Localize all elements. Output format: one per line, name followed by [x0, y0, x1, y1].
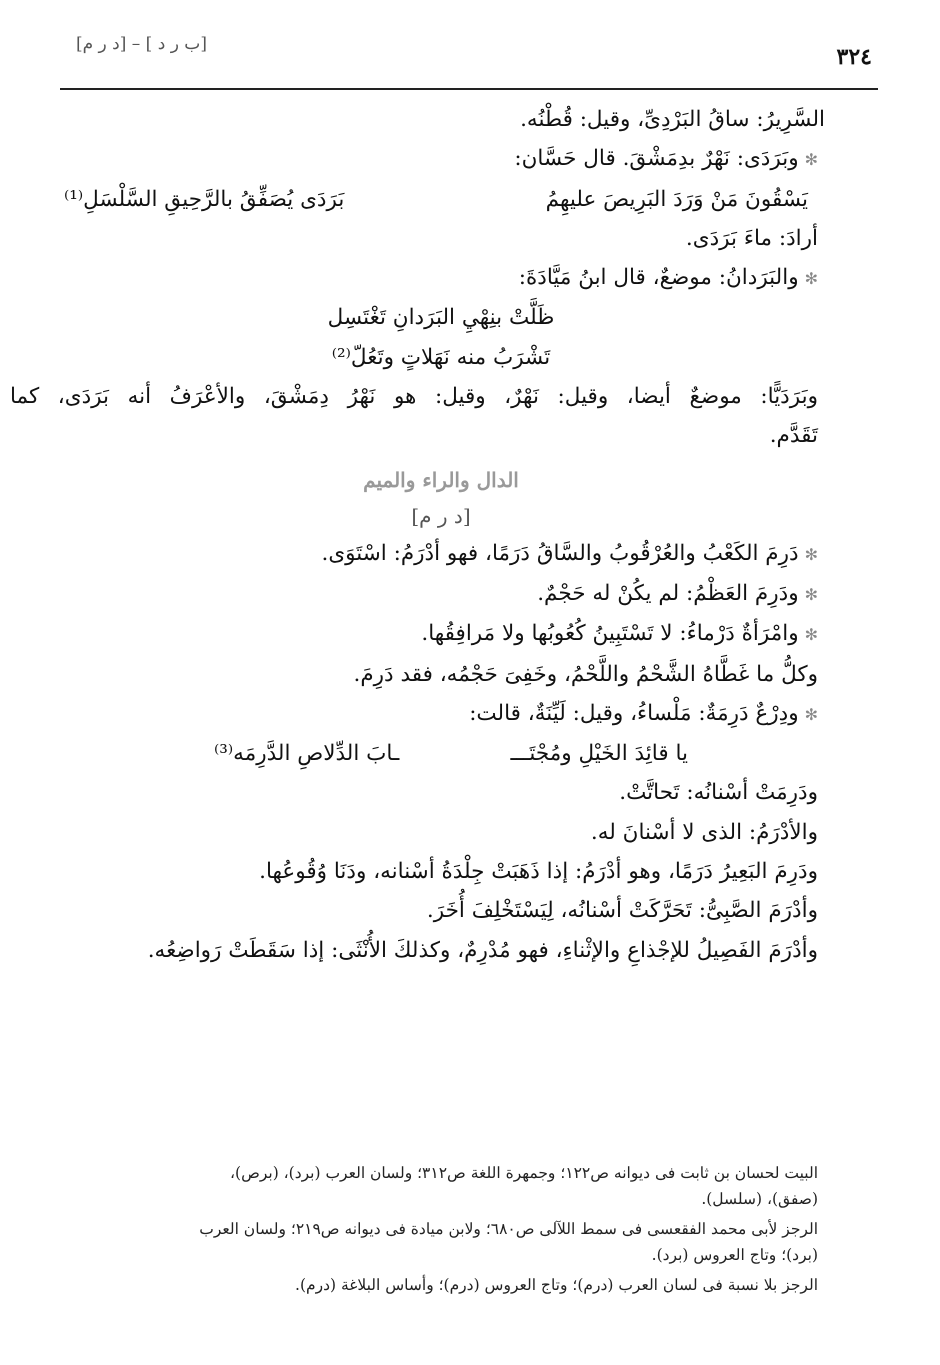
text-line: [64, 574, 818, 614]
footnote-3: [70, 1272, 818, 1298]
text-line: [64, 614, 818, 654]
entry-text: وامْرَأةٌ دَرْماءُ: لا تَسْتَبِينُ كُعُوبُها ولا مَرافِقُها.: [421, 621, 799, 647]
text-line: تَقَدَّم.: [769, 423, 818, 449]
rajaz-line: ظَلَّتْ بنِهْيِ البَرَدانِ تَغْتَسِل: [327, 305, 555, 331]
running-head: [ب ر د ] – [د ر م]: [76, 34, 207, 54]
text-line: [64, 534, 818, 574]
footnote-line: الرجز لأبى محمد الفقعسى فى سمط اللآلى ص٦٨٠؛ ولابن ميادة فى ديوانه ص٢١٩؛ ولسان العرب: [199, 1220, 818, 1238]
verse-second-hemistich: ـابَ الدِّلاصِ الدَّرِمَه⁽³⁾: [214, 741, 400, 767]
entry-text: دَرِمَ الكَعْبُ والعُرْقُوبُ والسَّاقُ دَرَمًا، فهو أدْرَمُ: اسْتَوَى.: [321, 540, 799, 566]
entry-text: والبَرَدانُ: موضعٌ، قال ابنُ مَيَّادَةَ:: [518, 265, 799, 291]
footnote-line: (برد)؛ وتاج العروس (برد).: [651, 1246, 818, 1264]
asterisk-marker-icon: ✻: [804, 150, 818, 170]
text-line: وأدْرَمَ الصَّبِىُّ: تَحَرَّكَتْ أسْنانُه، لِيَسْتَخْلِفَ أُخَرَ.: [426, 898, 818, 924]
entry-text: وبَرَدَى: نَهْرٌ بدِمَشْقَ. قال حَسَّان:: [514, 146, 799, 172]
asterisk-marker-icon: ✻: [804, 544, 818, 564]
section-title: الدال والراء والميم: [363, 467, 519, 492]
verse-first-hemistich: يَسْقُونَ مَنْ وَرَدَ البَرِيصَ عليهِمُ: [545, 186, 808, 212]
text-line: أرادَ: ماءَ بَرَدَى.: [685, 225, 818, 251]
entry-text: ودَرِمَ العَظْمُ: لم يكُنْ له حَجْمٌ.: [537, 580, 799, 606]
text-line: السَّرِيرُ: ساقُ البَرْدِىِّ، وقيل: قُطْنُه.: [520, 107, 825, 132]
rajaz-line: تَشْرَبُ منه نَهَلاتٍ وتَعُلّ⁽²⁾: [331, 344, 551, 370]
root-title: [د ر م]: [411, 503, 471, 528]
asterisk-marker-icon: ✻: [804, 584, 818, 604]
footnotes: [70, 1160, 818, 1298]
verse-first-hemistich: يا قائِدَ الخَيْلِ ومُجْتَـــ: [510, 741, 688, 767]
page-header: [60, 24, 880, 74]
text-line: والأدْرَمُ: الذى لا أسْنانَ له.: [590, 819, 818, 845]
page-number: ٣٢٤: [836, 44, 872, 70]
footnote-line: (صفق)، (سلسل).: [701, 1190, 818, 1208]
text-line: [64, 258, 818, 298]
footnote-2: [70, 1216, 818, 1268]
footnote-line: الرجز بلا نسبة فى لسان العرب (درم)؛ وتاج العروس (درم)؛ وأساس البلاغة (درم).: [295, 1276, 818, 1294]
text-line: ودَرِمَ البَعِيرُ دَرَمًا، وهو أدْرَمُ: إذا ذَهَبَتْ جِلْدَةُ أسْنانه، ودَنَا وُقُوعُها.: [259, 859, 818, 885]
asterisk-marker-icon: ✻: [804, 625, 818, 645]
main-text: [10, 100, 825, 970]
text-line: [64, 139, 818, 179]
text-line: وكلُّ ما غَطَّاهُ الشَّحْمُ واللَّحْمُ، وخَفِىَ حَجْمُه، فقد دَرِمَ.: [353, 661, 818, 687]
text-line: وبَرَدَيًّا: موضعٌ أيضا، وقيل: نَهْرٌ، وقيل: هو نَهْرُ دِمَشْقَ، والأعْرَفُ أنه بَرَدَى، كما: [10, 384, 818, 410]
text-line: [64, 694, 818, 734]
verse-second-hemistich: بَرَدَى يُصَفِّقُ بالرَّحِيقِ السَّلْسَلِ⁽¹⁾: [64, 186, 345, 212]
entry-text: ودِرْعٌ دَرِمَةٌ: مَلْساءُ، وقيل: لَيِّنَةٌ، قالت:: [469, 700, 799, 726]
header-rule: [60, 88, 878, 90]
verse-line: [64, 180, 818, 219]
verse-line: [64, 734, 818, 773]
asterisk-marker-icon: ✻: [804, 704, 818, 724]
text-line: ودَرِمَتْ أسْنانُه: تَحاتَّتْ.: [619, 780, 818, 806]
asterisk-marker-icon: ✻: [804, 269, 818, 289]
text-line: وأدْرَمَ الفَصِيلُ للإجْذاعِ والإثْناءِ، فهو مُدْرِمٌ، وكذلكَ الأُنْثَى: إذا سَقَطَتْ رَواضِعُه.: [147, 937, 818, 963]
footnote-line: البيت لحسان بن ثابت فى ديوانه ص١٢٢؛ وجمهرة اللغة ص٣١٢؛ ولسان العرب (برد)، (برص)،: [230, 1164, 818, 1182]
footnote-1: [70, 1160, 818, 1212]
